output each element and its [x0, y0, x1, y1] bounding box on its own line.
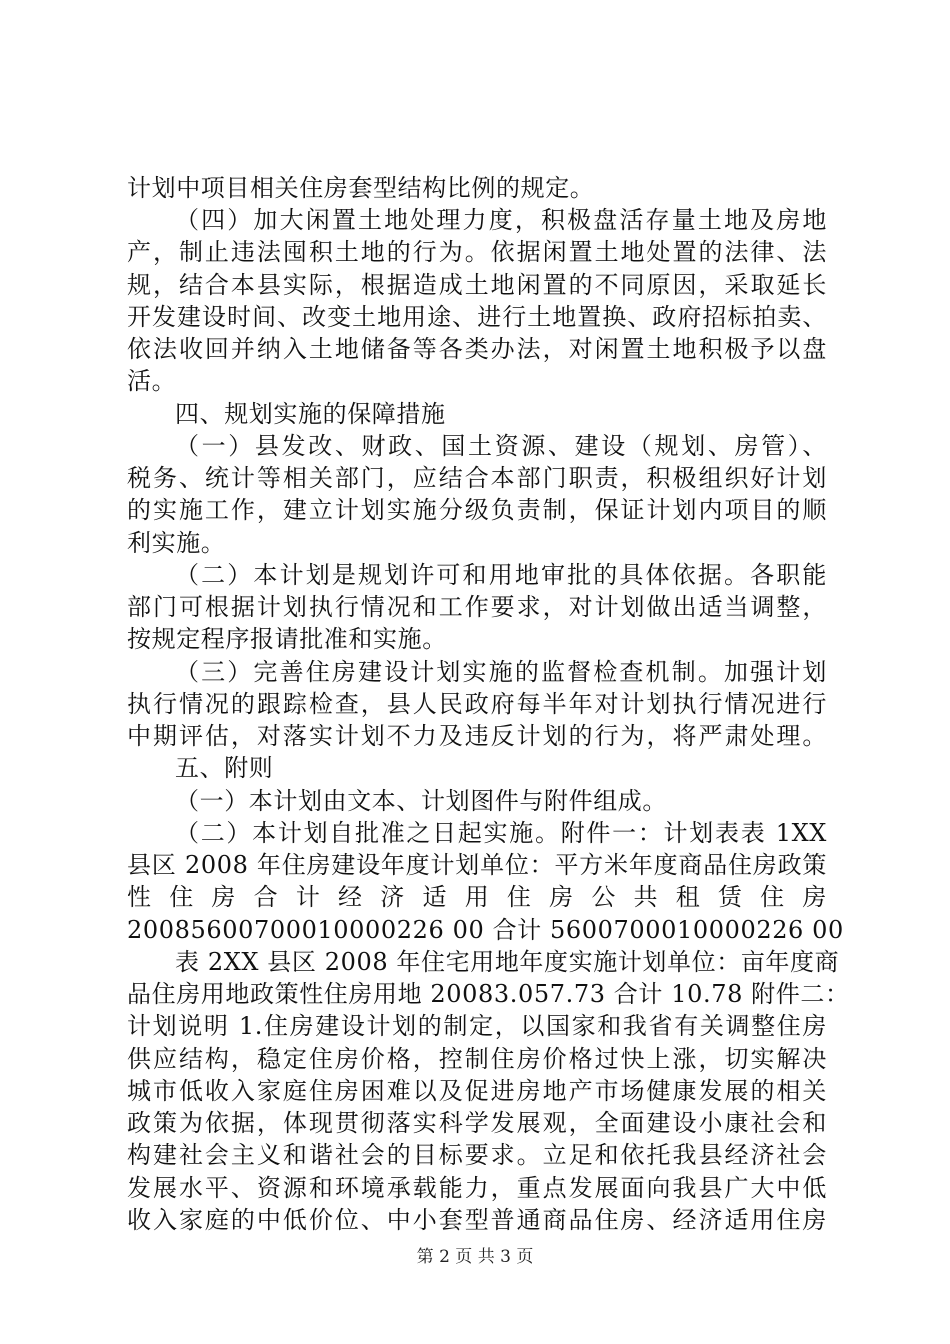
text-line: 依法收回并纳入土地储备等各类办法，对闲置土地积极予以盘: [127, 335, 827, 364]
text-line: 收入家庭的中低价位、中小套型普通商品住房、经济适用住房: [127, 1205, 827, 1234]
text-line: （一）县发改、财政、国土资源、建设（规划、房管）、: [175, 431, 827, 460]
text-line: 表 2XX 县区 2008 年住宅用地年度实施计划单位：亩年度商: [175, 947, 840, 976]
text-line: 发展水平、资源和环境承载能力，重点发展面向我县广大中低: [127, 1173, 827, 1202]
text-line: 税务、统计等相关部门，应结合本部门职责，积极组织好计划: [127, 464, 827, 493]
text-line: 部门可根据计划执行情况和工作要求，对计划做出适当调整，: [127, 593, 827, 622]
page-number-footer: 第 2 页 共 3 页: [416, 1247, 534, 1267]
text-line: 构建社会主义和谐社会的目标要求。立足和依托我县经济社会: [127, 1141, 827, 1170]
text-line: （三）完善住房建设计划实施的监督检查机制。加强计划: [175, 657, 827, 686]
text-line: 规，结合本县实际，根据造成土地闲置的不同原因，采取延长: [127, 270, 827, 299]
text-line: 20085600700010000226 00 合计 5600700010000226 00: [127, 915, 844, 944]
text-line: （四）加大闲置土地处理力度，积极盘活存量土地及房地: [175, 206, 827, 235]
text-line: （二）本计划是规划许可和用地审批的具体依据。各职能: [175, 560, 827, 589]
text-line: 产，制止违法囤积土地的行为。依据闲置土地处置的法律、法: [127, 238, 827, 267]
text-line: 政策为依据，体现贯彻落实科学发展观，全面建设小康社会和: [127, 1109, 827, 1138]
text-line: 的实施工作，建立计划实施分级负责制，保证计划内项目的顺: [127, 496, 827, 525]
text-line: 城市低收入家庭住房困难以及促进房地产市场健康发展的相关: [127, 1076, 827, 1105]
text-line: 活。: [127, 367, 177, 396]
text-line: 品住房用地政策性住房用地 20083.057.73 合计 10.78 附件二：: [127, 980, 850, 1009]
text-line: 按规定程序报请批准和实施。: [127, 625, 447, 654]
text-line: 计划中项目相关住房套型结构比例的规定。: [127, 174, 595, 202]
text-line: 性 住 房 合 计 经 济 适 用 住 房 公 共 租 赁 住 房: [127, 883, 827, 912]
text-line: 计划说明 1.住房建设计划的制定，以国家和我省有关调整住房: [127, 1012, 827, 1041]
section-heading: 五、附则: [175, 754, 274, 783]
text-line: （一）本计划由文本、计划图件与附件组成。: [175, 786, 667, 815]
text-line: （二）本计划自批准之日起实施。附件一：计划表表 1XX: [175, 818, 827, 847]
text-line: 县区 2008 年住房建设年度计划单位：平方米年度商品住房政策: [127, 851, 827, 880]
text-line: 中期评估，对落实计划不力及违反计划的行为，将严肃处理。: [127, 722, 827, 751]
text-line: 执行情况的跟踪检查，县人民政府每半年对计划执行情况进行: [127, 689, 827, 718]
text-line: 开发建设时间、改变土地用途、进行土地置换、政府招标拍卖、: [127, 302, 827, 331]
section-heading: 四、规划实施的保障措施: [175, 399, 446, 428]
text-line: 供应结构，稳定住房价格，控制住房价格过快上涨，切实解决: [127, 1044, 827, 1073]
text-line: 利实施。: [127, 528, 226, 557]
